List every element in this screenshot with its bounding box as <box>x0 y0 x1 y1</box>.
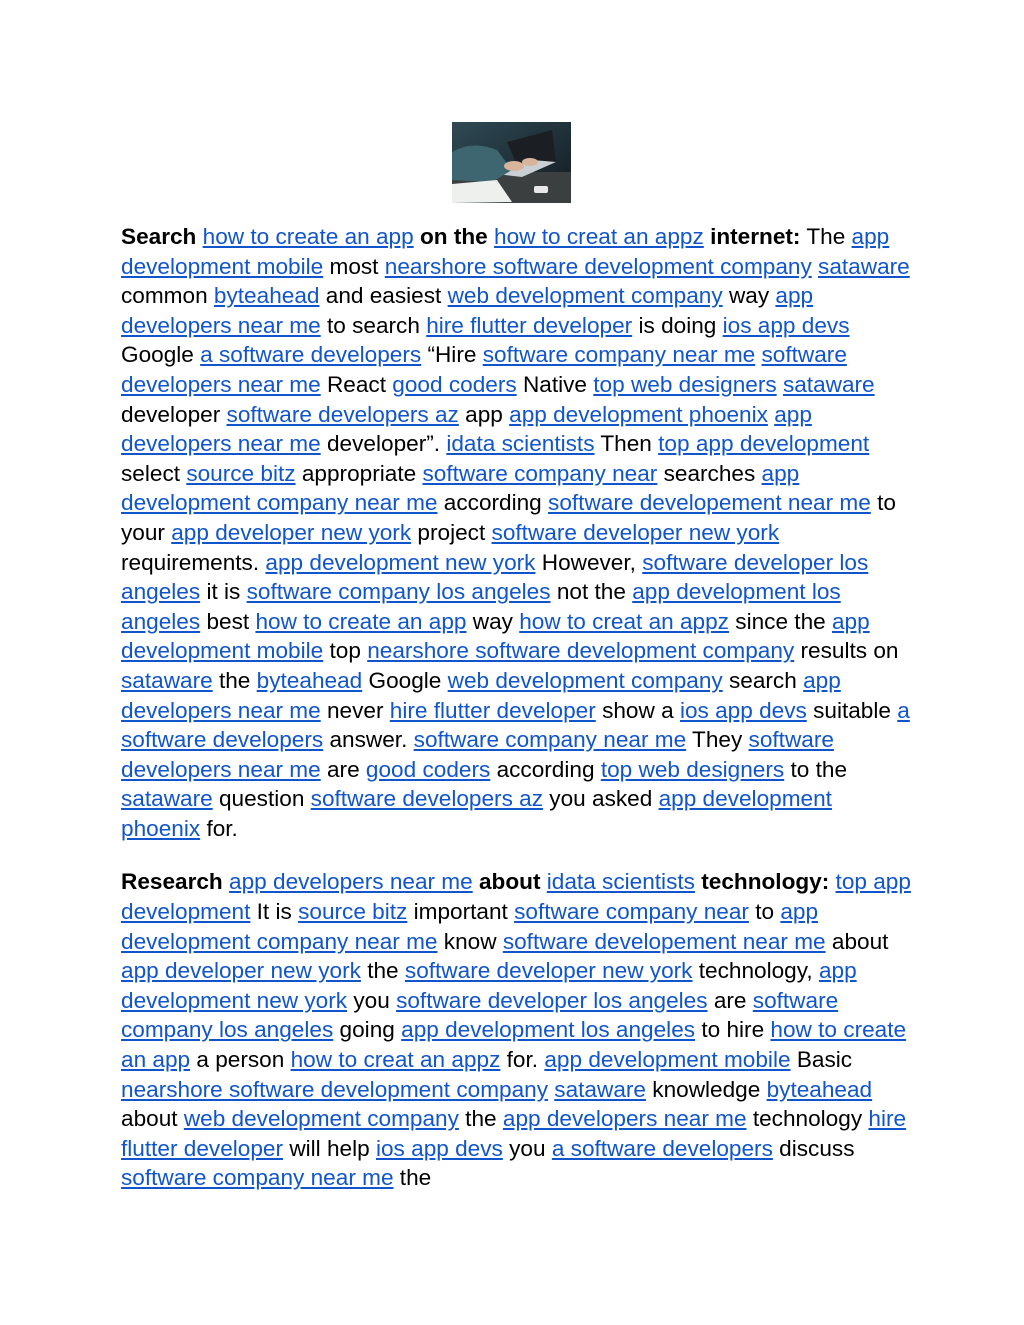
inline-link[interactable]: byteahead <box>213 283 320 309</box>
inline-link[interactable]: how to creat an appz <box>494 224 704 249</box>
body-text: suitable <box>813 697 891 723</box>
body-text: about <box>831 928 889 954</box>
body-text: Google <box>121 342 194 368</box>
inline-link[interactable]: source bitz <box>298 899 408 925</box>
inline-link[interactable]: app developers near me <box>121 401 812 457</box>
paragraph <box>121 867 911 1193</box>
inline-link[interactable]: app development mobile <box>544 1047 791 1073</box>
inline-link[interactable]: nearshore software development company <box>384 253 812 279</box>
inline-link[interactable]: app development phoenix <box>121 786 832 841</box>
body-text: you asked <box>549 786 653 812</box>
bold-text: Search <box>121 224 197 249</box>
inline-link[interactable]: sataware <box>554 1076 646 1102</box>
inline-link[interactable]: ios app devs <box>722 312 850 338</box>
inline-link[interactable]: how to create an app <box>202 224 414 249</box>
inline-link[interactable]: app development mobile <box>121 608 870 664</box>
inline-link[interactable]: app developers near me <box>229 869 473 895</box>
body-text: appropriate <box>301 460 417 486</box>
body-text: according <box>443 490 542 516</box>
body-text: select <box>121 460 181 486</box>
inline-link[interactable]: app developers near me <box>121 667 841 723</box>
body-text: a person <box>196 1047 285 1073</box>
inline-link[interactable]: software company near <box>514 899 749 925</box>
bold-text: internet: <box>710 224 801 249</box>
bold-text: about <box>478 869 541 895</box>
inline-link[interactable]: hire flutter developer <box>389 697 596 723</box>
inline-link[interactable]: software company near me <box>121 1165 394 1191</box>
body-text: about <box>121 1106 178 1132</box>
inline-link[interactable]: software developer los angeles <box>396 987 708 1013</box>
inline-link[interactable]: web development company <box>183 1106 459 1132</box>
body-text: the <box>465 1106 497 1132</box>
body-text: However, <box>541 549 636 575</box>
body-text: developer <box>121 401 221 427</box>
inline-link[interactable]: software developer new york <box>491 519 780 545</box>
inline-link[interactable]: app development los angeles <box>121 579 841 634</box>
inline-link[interactable]: idata scientists <box>546 869 695 895</box>
inline-link[interactable]: app development phoenix <box>509 401 768 427</box>
body-text: “Hire <box>427 342 477 368</box>
body-text: searches <box>663 460 756 486</box>
body-text: results on <box>800 638 899 664</box>
body-text: it is <box>206 579 241 605</box>
body-text: important <box>413 899 508 925</box>
body-text: search <box>728 667 797 693</box>
inline-link[interactable]: how to creat an appz <box>519 608 729 634</box>
body-text: know <box>443 928 497 954</box>
body-text: the <box>367 958 399 984</box>
body-text: since the <box>735 608 826 634</box>
body-text: most <box>329 253 379 279</box>
bold-text: on the <box>419 224 488 249</box>
inline-link[interactable]: hire flutter developer <box>426 312 633 338</box>
inline-link[interactable]: software developement near me <box>502 928 826 954</box>
inline-link[interactable]: a software developers <box>200 342 422 368</box>
body-text: common <box>121 283 208 309</box>
body-text: going <box>339 1017 395 1043</box>
inline-link[interactable]: sataware <box>121 786 213 812</box>
body-text: to <box>755 899 775 925</box>
inline-link[interactable]: web development company <box>447 283 723 309</box>
inline-link[interactable]: app development new york <box>265 549 536 575</box>
body-text: question <box>218 786 305 812</box>
inline-link[interactable]: sataware <box>782 371 875 397</box>
body-text: way <box>728 283 770 309</box>
inline-link[interactable]: nearshore software development company <box>121 1076 549 1102</box>
inline-link[interactable]: good coders <box>392 371 517 397</box>
body-text: best <box>206 608 250 634</box>
body-text: app <box>465 401 503 427</box>
body-text: are <box>326 756 360 782</box>
inline-link[interactable]: software company los angeles <box>121 987 839 1043</box>
inline-link[interactable]: good coders <box>365 756 491 782</box>
inline-link[interactable]: ios app devs <box>679 697 807 723</box>
inline-link[interactable]: web development company <box>447 667 723 693</box>
body-text: to search <box>326 312 420 338</box>
body-text: technology <box>752 1106 863 1132</box>
body-text: will help <box>289 1135 370 1161</box>
inline-link[interactable]: how to create an app <box>121 1017 907 1073</box>
body-text: requirements. <box>121 549 260 575</box>
body-text: project <box>417 519 486 545</box>
body-text: top <box>329 638 361 664</box>
body-text: and easiest <box>325 283 442 309</box>
inline-link[interactable]: app development new york <box>121 958 857 1013</box>
inline-link[interactable]: app developer new york <box>121 958 361 984</box>
inline-link[interactable]: software developers az <box>310 786 544 812</box>
laptop-photo-illustration <box>452 122 571 203</box>
inline-link[interactable]: a software developers <box>121 697 910 753</box>
inline-link[interactable]: how to create an app <box>255 608 467 634</box>
inline-link[interactable]: app development company near me <box>121 899 819 954</box>
inline-link[interactable]: software developers az <box>226 401 459 427</box>
body-text: to your <box>121 490 896 545</box>
body-text: Basic <box>796 1047 853 1073</box>
body-text: developer”. <box>326 431 441 457</box>
inline-link[interactable]: app developers near me <box>121 283 814 338</box>
inline-link[interactable]: software developement near me <box>548 490 871 516</box>
inline-link[interactable]: top web designers <box>593 371 777 397</box>
body-text: not the <box>556 579 626 605</box>
body-text: you <box>509 1135 546 1161</box>
document-body <box>121 222 911 1217</box>
body-text: React <box>326 371 387 397</box>
inline-link[interactable]: software company los angeles <box>246 579 551 605</box>
bold-text: Research <box>121 869 223 895</box>
inline-link[interactable]: nearshore software development company <box>367 638 795 664</box>
body-text: Native <box>522 371 587 397</box>
body-text: They <box>692 727 743 753</box>
body-text: you <box>353 987 390 1013</box>
body-text: for. <box>506 1047 539 1073</box>
inline-link[interactable]: byteahead <box>256 667 363 693</box>
inline-link[interactable]: software developers near me <box>121 727 834 782</box>
inline-link[interactable]: top web designers <box>600 756 785 782</box>
inline-link[interactable]: top app development <box>121 869 911 925</box>
inline-link[interactable]: sataware <box>818 253 910 279</box>
body-text: is doing <box>638 312 717 338</box>
body-text: technology, <box>698 958 813 984</box>
body-text: show a <box>602 697 674 723</box>
body-text: way <box>472 608 513 634</box>
body-text: according <box>496 756 595 782</box>
inline-link[interactable]: ios app devs <box>375 1135 503 1161</box>
inline-link[interactable]: a software developers <box>551 1135 773 1161</box>
inline-link[interactable]: sataware <box>121 667 213 693</box>
inline-link[interactable]: idata scientists <box>446 431 595 457</box>
inline-link[interactable]: software developer los angeles <box>121 549 869 605</box>
body-text: to hire <box>701 1017 765 1043</box>
body-text: for. <box>206 815 238 841</box>
inline-link[interactable]: app developers near me <box>502 1106 747 1132</box>
bold-text: technology: <box>701 869 830 895</box>
inline-link[interactable]: software developers near me <box>121 342 847 397</box>
inline-link[interactable]: byteahead <box>766 1076 873 1102</box>
body-text: Google <box>368 667 442 693</box>
inline-link[interactable]: app development company near me <box>121 460 800 516</box>
inline-link[interactable]: app development mobile <box>121 224 890 279</box>
body-text: Then <box>600 431 652 457</box>
body-text: answer. <box>329 727 408 753</box>
inline-link[interactable]: app developer new york <box>171 519 412 545</box>
inline-link[interactable]: source bitz <box>186 460 296 486</box>
inline-link[interactable]: how to creat an appz <box>290 1047 501 1073</box>
inline-link[interactable]: software company near me <box>482 342 756 368</box>
inline-link[interactable]: top app development <box>658 431 870 457</box>
body-text: The <box>806 224 846 249</box>
body-text: knowledge <box>652 1076 761 1102</box>
body-text: It is <box>256 899 292 925</box>
inline-link[interactable]: app development los angeles <box>401 1017 696 1043</box>
body-text: are <box>713 987 747 1013</box>
inline-link[interactable]: hire flutter developer <box>121 1106 907 1161</box>
inline-link[interactable]: software company near me <box>413 727 687 753</box>
body-text: discuss <box>779 1135 855 1161</box>
inline-link[interactable]: software company near <box>422 460 658 486</box>
body-text: the <box>399 1165 432 1191</box>
body-text: never <box>326 697 384 723</box>
body-text: to the <box>790 756 848 782</box>
inline-link[interactable]: software developer new york <box>404 958 693 984</box>
laptop-photo-icon <box>452 122 571 203</box>
body-text: the <box>218 667 251 693</box>
paragraph <box>121 222 911 843</box>
